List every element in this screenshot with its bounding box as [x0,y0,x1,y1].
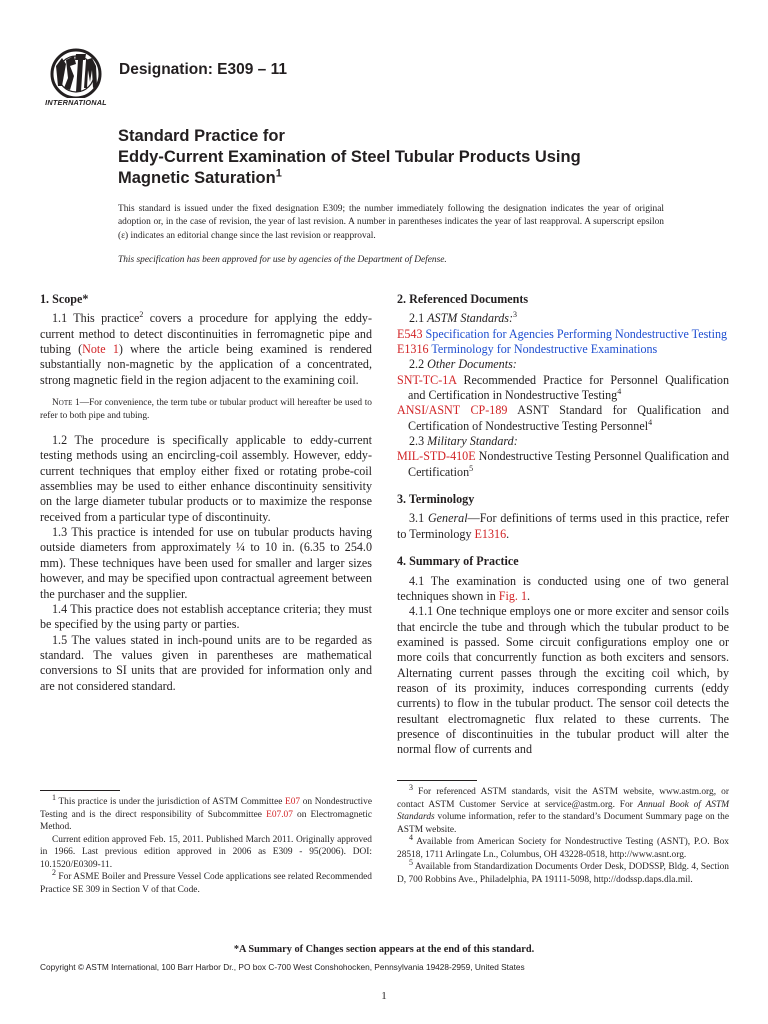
s2-3-label: Military Standard: [427,434,518,449]
title-footnote-mark: 1 [275,167,282,180]
ref-mil-std [397,449,729,480]
intro-paragraph: This standard is issued under the fixed designation E309; the number immediately following the designation indicates the year of original adoption or, in the case of revision, the year of last revision. A number in parentheses indicates the year of last reapproval. A superscript epsilon (ε) indicates an editorial change since the last revision or reapproval. [118,204,664,241]
note-1-text: 1—For convenience, the term tube or tubular product will hereafter be used to refer to both pipe and tubing. [40,398,372,422]
ref-snt-tc-1a [397,373,729,404]
ref-ansi-sup: 4 [648,417,653,427]
document-title [118,126,758,189]
section-heading-scope: 1. Scope* [40,292,89,306]
fn4-mark: 4 [409,832,413,842]
p1-1-b: covers a procedure for applying the eddy-current method to detect discontinuities in ferromagnetic pipe and tubing ( [40,311,372,357]
fn1-b: on Nondestructive Testing and is the direct responsibility of Subcommittee [40,797,372,820]
footnote-5 [397,857,729,886]
fn4-text: Available from American Society for Nondestructive Testing (ASNT), P.O. Box 28518, 1711 Arlingate Ln., Columbus, OH 43228-0518, http://www.asnt.org. [397,837,729,860]
fn2-mark: 2 [52,867,56,877]
fn3-italic: Annual Book of ASTM Standards [397,799,729,822]
p1-1-a: 1.1 This practice [52,311,140,326]
approval-statement: This specification has been approved for use by agencies of the Department of Defense. [118,255,447,265]
section-heading-terminology: 3. Terminology [397,492,475,507]
section-heading-summary: 4. Summary of Practice [397,554,519,569]
title-line-2: Eddy-Current Examination of Steel Tubular Products Using [118,148,581,166]
paragraph-1-2: 1.2 The procedure is specifically applicable to eddy-current testing methods using an encircling-coil assembly. However, eddy-current techniques that employ either fixed or rotating probe-coil assemblies may be used to either enhance discontinuity sensitivity on the large diameter tubular products or to maximize the response received from a particular type of discontinuity. [40,433,372,524]
ref-ansi-code[interactable]: ANSI/ASNT CP-189 [397,403,508,418]
footnote-2 [40,867,372,896]
summary-of-changes-note: *A Summary of Changes section appears at the end of this standard. [233,944,535,955]
p1-1-sup: 2 [139,310,144,320]
paragraph-4-1 [397,574,729,605]
fn1-a: This practice is under the jurisdiction of ASTM Committee [56,797,286,807]
footnote-1 [40,792,372,834]
copyright-line: Copyright © ASTM International, 100 Barr Harbor Dr., PO box C-700 West Conshohocken, Pennsylvania 19428-2959, United States [40,962,525,972]
s4-1-text: 4.1 The examination is conducted using one of two general techniques shown in [397,573,729,603]
ref-e543-title[interactable]: Specification for Agencies Performing Nondestructive Testing [422,326,728,341]
ref-ansi-asnt [397,403,729,434]
s3-1-e1316-link[interactable]: E1316 [474,526,507,541]
paragraph-2-2 [397,357,729,372]
fig-1-link[interactable]: Fig. 1 [498,588,528,603]
paragraph-2-1 [397,311,729,326]
ref-mil-code[interactable]: MIL-STD-410E [397,449,476,464]
paragraph-1-5: 1.5 The values stated in inch-pound units are to be regarded as standard. The values given in parentheses are mathematical conversions to SI units that are provided for information only and are not considered standard. [40,632,372,693]
ref-e543 [397,327,729,342]
fn3-b: volume information, refer to the standard’s Document Summary page on the ASTM website. [397,812,729,835]
s3-1-text: —For definitions of terms used in this practice, refer to Terminology [397,511,729,541]
footnote-1-edition: Current edition approved Feb. 15, 2011. Published March 2011. Originally approved in 1966. Last previous edition approved in 2006 as E309 - 95(2006). DOI: 10.1520/E0309-11. [40,834,372,870]
s2-1-label: ASTM Standards: [427,311,514,326]
s3-1-number: 3.1 [409,511,428,526]
s2-1-number: 2.1 [409,311,428,326]
title-line-3-text: Magnetic Saturation [118,169,276,187]
fn1-e07-link[interactable]: E07 [285,797,301,807]
fn5-text: Available from Standardization Documents Order Desk, DODSSP, Bldg. 4, Section D, 700 Robbins Ave., Philadelphia, PA 19111-5098, http://dodssp.daps.dla.mil. [397,862,729,885]
s2-1-sup: 3 [513,310,518,320]
ref-snt-code[interactable]: SNT-TC-1A [397,372,457,387]
paragraph-1-1 [40,311,372,388]
fn3-mark: 3 [409,782,413,792]
left-column [40,292,372,694]
footnotes-right [397,782,729,886]
p1-1-c: ) where the article being examined is rendered substantially non-magnetic by the application of a concentrated, strong magnetic field in the region adjacent to the examining coil. [40,342,372,387]
ref-e543-code[interactable]: E543 [397,326,423,341]
note-1-link[interactable]: Note 1 [82,342,119,357]
paragraph-3-1 [397,511,729,542]
fn1-c: on Electromagnetic Method. [40,809,372,832]
fn2-text: For ASME Boiler and Pressure Vessel Code applications see related Recommended Practice SE 309 in Section V of that Code. [40,872,372,895]
footnotes-left [40,792,372,896]
note-1 [40,397,372,423]
fn3-a: For referenced ASTM standards, visit the ASTM website, www.astm.org, or contact ASTM Customer Service at service@astm.org. For [397,787,729,810]
note-1-label: Note [52,398,73,409]
ref-mil-sup: 5 [469,463,474,473]
fn1-e0707-link[interactable]: E07.07 [266,809,293,820]
s2-3-number: 2.3 [409,434,428,449]
s2-2-number: 2.2 [409,357,428,372]
footnote-rule-right [397,780,477,781]
paragraph-2-3 [397,434,729,449]
ref-snt-sup: 4 [617,387,622,397]
s4-1-end: . [527,588,531,603]
footnote-3 [397,782,729,836]
ref-snt-title: Recommended Practice for Personnel Qualification and Certification in Nondestructive Testing [408,372,729,403]
fn1-mark: 1 [52,792,56,802]
ref-e1316-title[interactable]: Terminology for Nondestructive Examinations [428,342,658,357]
title-line-3 [118,168,758,189]
fn5-mark: 5 [409,857,413,867]
ref-e1316-code[interactable]: E1316 [397,342,429,357]
ref-ansi-title: ASNT Standard for Qualification and Certification of Nondestructive Testing Personnel [408,403,730,433]
page-number: 1 [381,990,387,1002]
footnote-4 [397,832,729,861]
s3-1-term: General [427,511,468,526]
s2-2-label: Other Documents: [427,357,517,372]
right-column [397,292,729,758]
logo-wordmark: INTERNATIONAL [45,98,107,107]
ref-mil-title: Nondestructive Testing Personnel Qualification and Certification [408,449,729,479]
paragraph-4-1-1: 4.1.1 One technique employs one or more exciter and sensor coils that encircle the tube and through which the tubular product to be examined is passed. Some circuit configurations employ one or more coils that concurrently function as both exciters and sensors. Alternating current passes through the exciting coil which, by reason of its proximity, induces corresponding currents (eddy currents) to flow in the tubular product. The sensor coil detects the resultant electromagnetic flux related to these currents. The presence of discontinuities in the tubular product will alter the normal flow of currents and [397,604,729,757]
s3-1-end: . [506,526,510,541]
ref-e1316 [397,342,729,357]
paragraph-1-4: 1.4 This practice does not establish acceptance criteria; they must be specified by the using party or parties. [40,601,372,632]
title-line-1: Standard Practice for [118,127,285,145]
paragraph-1-3: 1.3 This practice is intended for use on tubular products having outside diameters from approximately ¼ to 10 in. (6.35 to 254.0 mm). These techniques have been used for smaller and larger sizes however, and may be specified upon contractual agreement between the purchaser and the supplier. [40,525,372,601]
designation: Designation: E309 – 11 [119,61,287,78]
footnote-rule-left [40,790,120,791]
astm-logo [40,46,112,112]
section-heading-referenced-documents: 2. Referenced Documents [397,292,529,306]
